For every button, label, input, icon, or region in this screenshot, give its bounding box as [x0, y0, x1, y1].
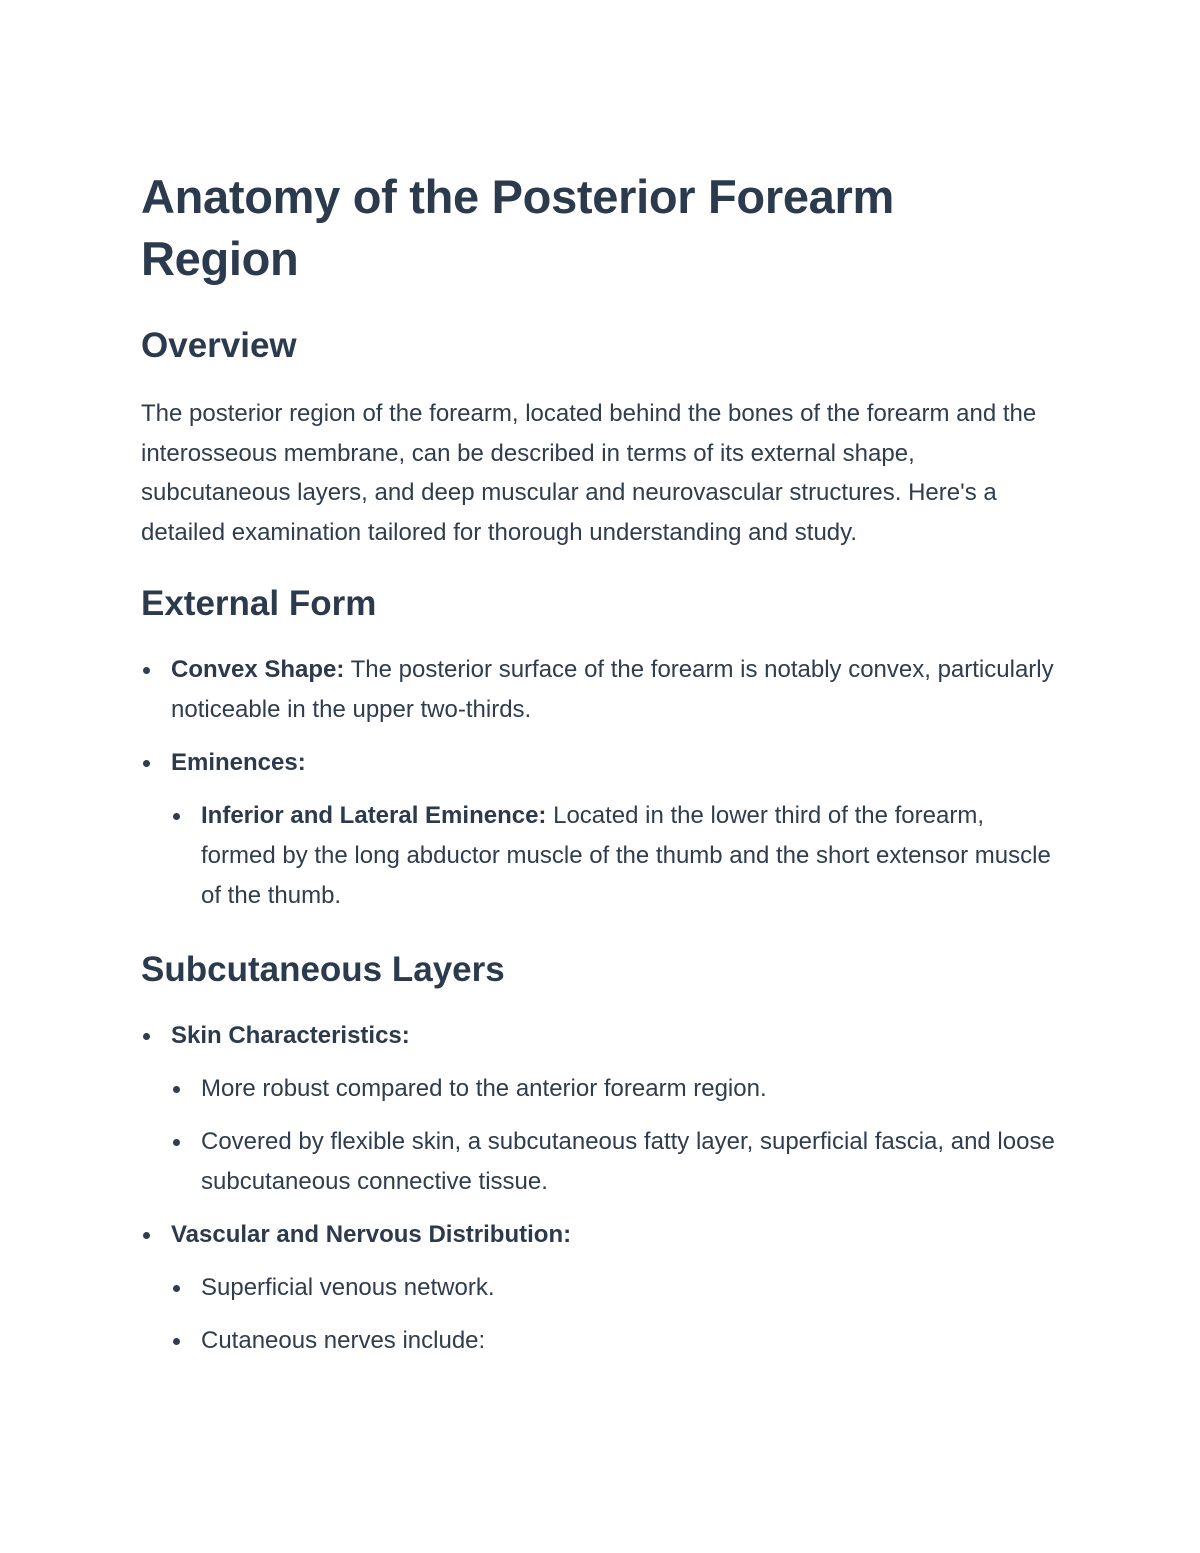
list-subitem — [141, 1069, 1061, 1109]
list-item-label: Eminences: — [171, 749, 306, 776]
list-item-text: Covered by flexible skin, a subcutaneous fatty layer, superficial fascia, and loose subcutaneous connective tissue. — [201, 1128, 1055, 1195]
page-title: Anatomy of the Posterior Forearm Region — [141, 170, 894, 285]
list-item-label: Vascular and Nervous Distribution: — [171, 1221, 572, 1248]
list-item — [141, 1016, 1061, 1056]
list-subitem — [141, 1321, 1061, 1361]
bullet-icon — [173, 1139, 180, 1146]
section-heading-external-form: External Form — [141, 584, 377, 623]
bullet-icon — [173, 1338, 180, 1345]
overview-paragraph: The posterior region of the forearm, located behind the bones of the forearm and the interosseous membrane, can be described in terms of its external shape, subcutaneous layers, and deep muscular and neurovascular structures. Here's a detailed examination tailored for thorough understanding and study. — [141, 400, 1037, 546]
list-item — [141, 743, 1061, 783]
list-item-text: Located in the lower third of the forearm, formed by the long abductor muscle of the thumb and the short extensor muscle of the thumb. — [201, 802, 1051, 909]
list-subitem — [141, 796, 1061, 916]
bullet-icon — [143, 667, 150, 674]
list-item-text: Superficial venous network. — [201, 1274, 495, 1301]
section-heading-overview: Overview — [141, 326, 297, 365]
bullet-icon — [143, 1033, 150, 1040]
list-item — [141, 1215, 1061, 1255]
list-subitem — [141, 1268, 1061, 1308]
bullet-icon — [143, 1232, 150, 1239]
external-form-list — [141, 650, 1061, 916]
bullet-icon — [173, 1285, 180, 1292]
bullet-icon — [173, 1086, 180, 1093]
document-page — [141, 166, 1061, 1361]
list-subitem — [141, 1122, 1061, 1202]
list-item-text: More robust compared to the anterior forearm region. — [201, 1075, 767, 1102]
list-item — [141, 650, 1061, 730]
subcutaneous-layers-list — [141, 1016, 1061, 1361]
section-heading-subcutaneous-layers: Subcutaneous Layers — [141, 950, 505, 989]
list-item-label: Convex Shape: — [171, 656, 345, 683]
list-item-label: Skin Characteristics: — [171, 1022, 410, 1049]
bullet-icon — [173, 813, 180, 820]
list-item-text: Cutaneous nerves include: — [201, 1327, 486, 1354]
list-item-label: Inferior and Lateral Eminence: — [201, 802, 547, 829]
bullet-icon — [143, 760, 150, 767]
list-item-text: The posterior surface of the forearm is notably convex, particularly noticeable in the upper two-thirds. — [171, 656, 1054, 723]
